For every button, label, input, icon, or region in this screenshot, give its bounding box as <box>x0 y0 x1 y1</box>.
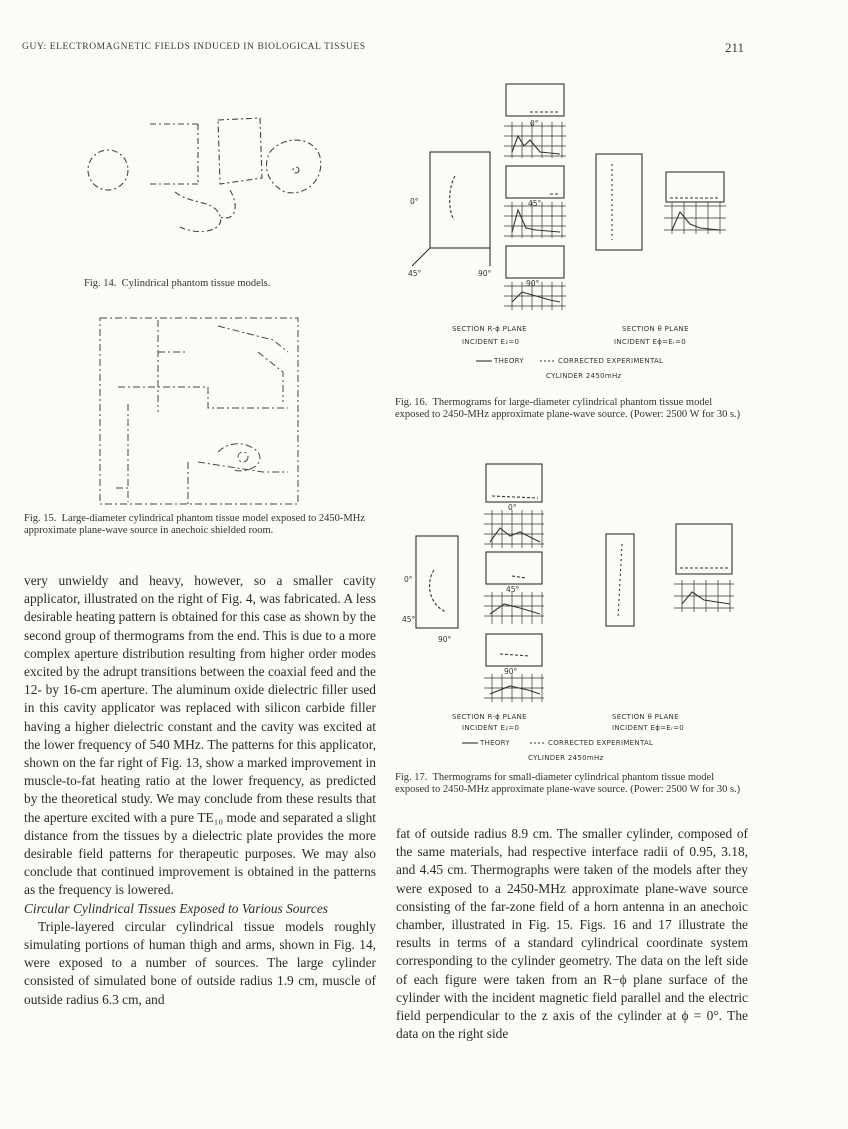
running-title: GUY: ELECTROMAGNETIC FIELDS INDUCED IN BIOLOGICAL TISSUES <box>22 42 366 52</box>
fig16-label: Fig. 16. <box>395 397 428 408</box>
fig14-label: Fig. 14. <box>84 278 117 289</box>
fig16-angle-90: 90° <box>526 279 540 288</box>
fig17-label: Fig. 17. <box>395 772 428 783</box>
left-paragraph-1: very unwieldy and heavy, however, so a smaller cavity applicator, illustrated on the right of Fig. 4, was fabricated. A less desirable heating pattern is obtained for this case as shown by the second group of thermograms from the end. This is due to a more complex aperture distribution resulting from higher order modes excited by the adrupt transitions between the coaxial feed and the 12- by 16-cm aperture. The aluminum oxide dielectric filler used in this cavity applicator was replaced with silicon carbide filler having a higher dielectric constant and the cavity was excited at the lower frequency of 540 MHz. The patterns for this applicator, shown on the far right of Fig. 13, show a marked improvement in muscle-to-fat heating ratio at the lower frequency, as predicted by the theoretical study. We may conclude from these results that the aperture excited with a pure TE₁₀ mode and separated a slight distance from the tissues by a dielectric plate provides the more desirable field patterns for therapeutic purposes. We may also conclude that continued improvement is obtained in the patterns as the frequency is lowered. <box>24 573 376 898</box>
fig17-angle-45: 45° <box>506 585 520 594</box>
fig17-diagram <box>400 458 750 768</box>
fig17-right-title: SECTION θ PLANE <box>612 713 679 721</box>
fig16-axis-90: 90° <box>478 269 492 278</box>
fig17-axis-90: 90° <box>438 635 452 644</box>
right-paragraph-1: fat of outside radius 8.9 cm. The smaller cylinder, composed of the same materials, had respective interface radii of 0.95, 3.18, and 4.45 cm. Thermographs were taken of the models after they were exposed to a 2450-MHz approximate plane-wave source consisting of the far-zone field of a horn antenna in an anechoic chamber, illustrated in Fig. 15. Figs. 16 and 17 illustrate the results in terms of a standard cylindrical coordinate system corresponding to the cylinder geometry. The data on the left side of each figure were taken from an R−ϕ plane surface of the cylinder with the incident magnetic field parallel and the electric field perpendicular to the z axis of the cylinder at ϕ = 0°. The data on the right side <box>396 826 748 1042</box>
fig16-axis-45: 45° <box>408 269 422 278</box>
fig17-caption-text: Thermograms for small-diameter cylindrical phantom tissue model exposed to 2450-MHz approximate plane-wave source. (Power: 2500 W for 30 s.) <box>395 772 741 795</box>
fig17-angle-90: 90° <box>504 667 518 676</box>
fig16-right-title: SECTION θ PLANE <box>622 325 689 333</box>
fig17-angle-0: 0° <box>508 503 517 512</box>
page-number: 211 <box>724 40 744 55</box>
left-column <box>24 572 376 1009</box>
fig16-left-title: SECTION R-ϕ PLANE <box>452 325 527 333</box>
fig14-caption-text: Cylindrical phantom tissue models. <box>121 278 271 289</box>
fig17-footer: CYLINDER 2450mHz <box>528 754 604 762</box>
fig17-axis-0: 0° <box>404 575 413 584</box>
fig16-diagram <box>400 80 750 380</box>
fig17-caption <box>395 772 747 795</box>
fig16-legend-experimental: CORRECTED EXPERIMENTAL <box>558 357 664 365</box>
fig14-photo <box>80 112 340 242</box>
fig16-angle-45: 45° <box>528 199 542 208</box>
running-header <box>22 40 744 55</box>
fig16-angle-0: 0° <box>530 119 539 128</box>
section-heading: Circular Cylindrical Tissues Exposed to Various Sources <box>24 900 329 916</box>
fig16-caption <box>395 397 747 420</box>
fig16-axis-0: 0° <box>410 197 419 206</box>
fig14-caption <box>84 278 384 290</box>
fig17-legend-experimental: CORRECTED EXPERIMENTAL <box>548 739 654 747</box>
fig17-axis-45: 45° <box>402 615 416 624</box>
fig15-caption-text: Large-diameter cylindrical phantom tissue model exposed to 2450-MHz approximate plane-wave source in anechoic shielded room. <box>24 513 365 536</box>
fig16-legend-theory: THEORY <box>494 357 524 365</box>
right-column <box>396 825 748 1043</box>
fig16-footer: CYLINDER 2450mHz <box>546 372 622 380</box>
fig15-photo <box>98 312 308 507</box>
fig17-left-title: SECTION R-ϕ PLANE <box>452 713 527 721</box>
fig15-caption <box>24 513 376 536</box>
fig15-label: Fig. 15. <box>24 513 57 524</box>
fig17-legend-theory: THEORY <box>480 739 510 747</box>
left-paragraph-2: Triple-layered circular cylindrical tissue models roughly simulating portions of human thigh and arms, shown in Fig. 14, were exposed to a number of sources. The large cylinder consisted of simulated bone of outside radius 1.9 cm, muscle of outside radius 6.3 cm, and <box>24 918 376 1007</box>
fig17-left-incident: INCIDENT E₂=0 <box>462 724 520 732</box>
fig16-left-incident: INCIDENT E₂=0 <box>462 338 520 346</box>
fig17-right-incident: INCIDENT Eϕ=Eᵣ=0 <box>612 724 685 732</box>
fig16-right-incident: INCIDENT Eϕ=Eᵣ=0 <box>614 338 687 346</box>
fig16-caption-text: Thermograms for large-diameter cylindrical phantom tissue model exposed to 2450-MHz approximate plane-wave source. (Power: 2500 W for 30 s.) <box>395 397 741 420</box>
